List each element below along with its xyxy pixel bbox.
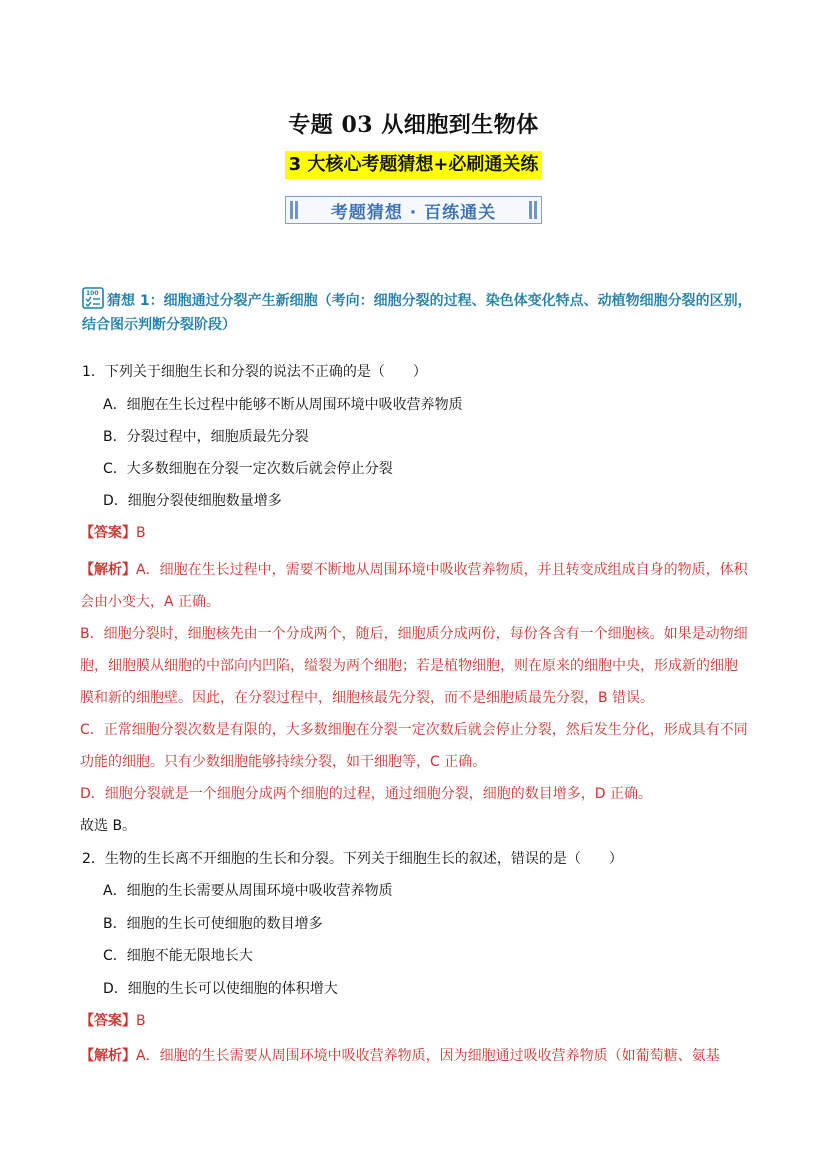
question-2-stem: 2．生物的生长离不开细胞的生长和分裂。下列关于细胞生长的叙述，错误的是（ ） xyxy=(82,851,623,867)
q1-option-b: B．分裂过程中，细胞质最先分裂 xyxy=(103,429,309,445)
guess-heading xyxy=(82,287,752,337)
q2-answer xyxy=(80,1011,146,1031)
q1-answer xyxy=(80,523,146,543)
analysis-label: 【解析】 xyxy=(80,562,136,578)
analysis-label: 【解析】 xyxy=(80,1048,136,1064)
question-1-stem: 1．下列关于细胞生长和分裂的说法不正确的是（ ） xyxy=(82,364,427,380)
q2-analysis-a xyxy=(80,1040,748,1072)
banner-bar-icon xyxy=(295,201,298,219)
analysis-text: A．细胞的生长需要从周围环境中吸收营养物质，因为细胞通过吸收营养物质（如葡萄糖、氨基 xyxy=(136,1048,720,1064)
answer-value: B xyxy=(136,525,146,541)
banner-text: 考题猜想 · 百练通关 xyxy=(330,202,497,223)
banner-bar-icon xyxy=(290,201,293,219)
banner-box xyxy=(285,196,542,224)
q1-conclusion: 故选 B。 xyxy=(80,818,137,834)
q2-option-a: A．细胞的生长需要从周围环境中吸收营养物质 xyxy=(103,883,393,899)
q1-option-c: C．大多数细胞在分裂一定次数后就会停止分裂 xyxy=(103,461,393,477)
q2-option-c: C．细胞不能无限地长大 xyxy=(103,948,253,964)
banner-bar-icon xyxy=(534,201,537,219)
banner-bar-icon xyxy=(529,201,532,219)
page-title: 专题 03 从细胞到生物体 xyxy=(288,112,539,138)
subtitle-container xyxy=(0,151,827,179)
svg-text:100: 100 xyxy=(86,290,99,297)
answer-label: 【答案】 xyxy=(80,525,136,541)
q1-option-a: A．细胞在生长过程中能够不断从周围环境中吸收营养物质 xyxy=(103,397,463,413)
answer-value: B xyxy=(136,1013,146,1029)
answer-label: 【答案】 xyxy=(80,1013,136,1029)
q1-analysis-a xyxy=(80,554,748,618)
q1-option-d: D．细胞分裂使细胞数量增多 xyxy=(103,493,282,509)
section-banner xyxy=(285,196,542,224)
analysis-text: A．细胞在生长过程中，需要不断地从周围环境中吸收营养物质，并且转变成组成自身的物质，体积会由小变大，A 正确。 xyxy=(80,562,748,610)
q2-option-d: D．细胞的生长可以使细胞的体积增大 xyxy=(103,981,338,997)
q1-analysis-d: D．细胞分裂就是一个细胞分成两个细胞的过程，通过细胞分裂，细胞的数目增多，D 正确。 xyxy=(80,786,653,802)
q1-analysis-c: C．正常细胞分裂次数是有限的，大多数细胞在分裂一定次数后就会停止分裂，然后发生分化，形成具有不同功能的细胞。只有少数细胞能够持续分裂，如干细胞等，C 正确。 xyxy=(80,722,748,770)
q2-option-b: B．细胞的生长可使细胞的数目增多 xyxy=(103,916,323,932)
guess-text: 猜想 1：细胞通过分裂产生新细胞（考向：细胞分裂的过程、染色体变化特点、动植物细胞分裂的区别，结合图示判断分裂阶段） xyxy=(82,293,752,333)
checklist-icon xyxy=(82,287,104,309)
subtitle-highlight: 3 大核心考题猜想+必刷通关练 xyxy=(285,151,543,179)
q1-analysis-b: B．细胞分裂时，细胞核先由一个分成两个，随后，细胞质分成两份，每份各含有一个细胞核。如果是动物细胞，细胞膜从细胞的中部向内凹陷，缢裂为两个细胞；若是植物细胞，则在原来的细胞中央，形成新的细胞膜和新的细胞壁。因此，在分裂过程中，细胞核最先分裂，而不是细胞质最先分裂，B 错误。 xyxy=(80,626,748,706)
